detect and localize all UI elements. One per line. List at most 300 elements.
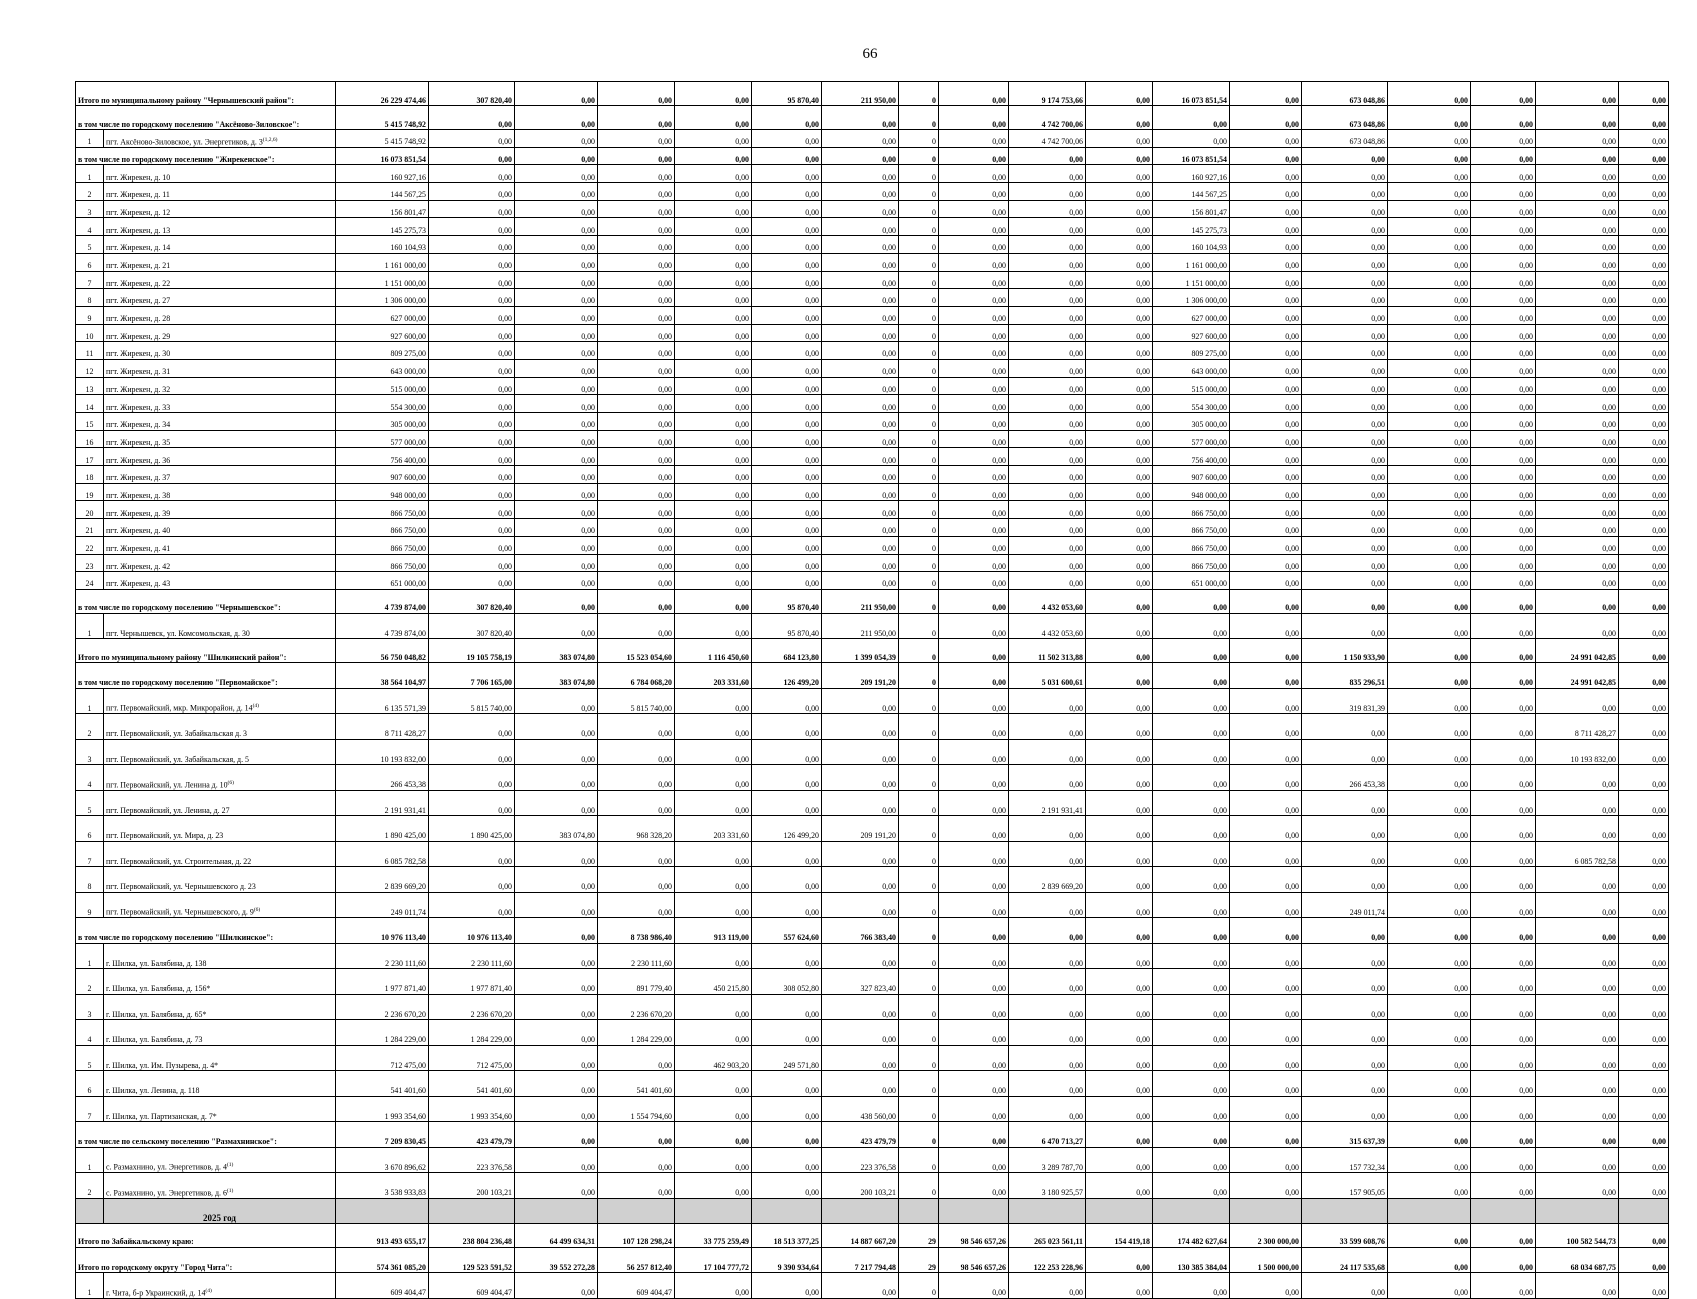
amount-cell: 0,00 — [1471, 395, 1536, 413]
row-number: 1 — [76, 943, 104, 969]
amount-cell: 0,00 — [1302, 466, 1388, 484]
table-row — [76, 448, 1669, 466]
amount-cell: 0,00 — [1388, 816, 1471, 842]
amount-cell: 0,00 — [1388, 714, 1471, 740]
amount-cell: 574 361 085,20 — [336, 1247, 429, 1273]
table-row — [76, 572, 1669, 590]
table-row — [76, 395, 1669, 413]
amount-cell: 0,00 — [429, 271, 515, 289]
amount-cell: 0,00 — [515, 841, 598, 867]
amount-cell: 0,00 — [1302, 714, 1388, 740]
amount-cell: 0,00 — [515, 969, 598, 995]
amount-cell: 0,00 — [1388, 841, 1471, 867]
amount-cell: 0,00 — [429, 519, 515, 537]
amount-cell: 0,00 — [939, 639, 1009, 663]
amount-cell: 3 180 925,57 — [1009, 1173, 1086, 1199]
amount-cell: 0,00 — [1388, 466, 1471, 484]
amount-cell: 1 399 054,39 — [822, 639, 899, 663]
amount-cell: 0 — [899, 613, 939, 639]
amount-cell: 712 475,00 — [336, 1045, 429, 1071]
amount-cell: 0,00 — [1086, 554, 1153, 572]
amount-cell: 673 048,86 — [1302, 130, 1388, 148]
amount-cell: 144 567,25 — [1153, 183, 1230, 201]
address-cell — [104, 253, 336, 271]
amount-cell: 0,00 — [1619, 218, 1669, 236]
row-number: 21 — [76, 519, 104, 537]
amount-cell: 95 870,40 — [752, 589, 822, 613]
amount-cell: 0,00 — [1536, 1071, 1619, 1097]
empty-cell — [515, 1198, 598, 1223]
amount-cell: 0,00 — [822, 519, 899, 537]
amount-cell: 5 031 600,61 — [1009, 663, 1086, 689]
amount-cell: 2 230 111,60 — [598, 943, 675, 969]
amount-cell: 0,00 — [1471, 572, 1536, 590]
table-row — [76, 306, 1669, 324]
amount-cell: 0,00 — [1536, 918, 1619, 944]
amount-cell: 0,00 — [1009, 377, 1086, 395]
amount-cell: 609 404,47 — [598, 1273, 675, 1299]
amount-cell: 0,00 — [598, 867, 675, 893]
amount-cell: 0,00 — [1471, 994, 1536, 1020]
amount-cell: 0,00 — [1471, 589, 1536, 613]
amount-cell: 2 839 669,20 — [1009, 867, 1086, 893]
amount-cell: 0,00 — [1086, 1096, 1153, 1122]
amount-cell: 0,00 — [1619, 765, 1669, 791]
amount-cell: 577 000,00 — [336, 430, 429, 448]
amount-cell: 0 — [899, 816, 939, 842]
address-cell — [104, 892, 336, 918]
address-cell — [104, 867, 336, 893]
amount-cell: 0,00 — [1471, 448, 1536, 466]
empty-cell — [1009, 1198, 1086, 1223]
amount-cell: 0,00 — [1536, 1147, 1619, 1173]
amount-cell: 0,00 — [1086, 739, 1153, 765]
amount-cell: 0,00 — [515, 867, 598, 893]
table-row — [76, 969, 1669, 995]
amount-cell: 0,00 — [1009, 147, 1086, 165]
amount-cell: 0,00 — [939, 816, 1009, 842]
amount-cell: 0,00 — [515, 218, 598, 236]
amount-cell: 249 011,74 — [1302, 892, 1388, 918]
amount-cell: 0,00 — [1388, 1273, 1471, 1299]
amount-cell: 0,00 — [752, 1147, 822, 1173]
amount-cell: 0,00 — [429, 253, 515, 271]
amount-cell: 0,00 — [515, 342, 598, 360]
address-cell — [104, 1071, 336, 1097]
amount-cell: 0,00 — [822, 306, 899, 324]
amount-cell: 0,00 — [1009, 501, 1086, 519]
amount-cell: 0,00 — [1230, 218, 1302, 236]
amount-cell: 0,00 — [1086, 130, 1153, 148]
amount-cell: 0,00 — [1230, 1147, 1302, 1173]
amount-cell: 0,00 — [598, 501, 675, 519]
amount-cell: 0,00 — [1388, 892, 1471, 918]
amount-cell: 0,00 — [1536, 536, 1619, 554]
address-text: пгт. Жирекен, д. 27 — [106, 296, 171, 306]
amount-cell: 0,00 — [939, 82, 1009, 106]
empty-cell — [336, 1198, 429, 1223]
amount-cell: 1 284 229,00 — [598, 1020, 675, 1046]
amount-cell: 0,00 — [1619, 236, 1669, 254]
amount-cell: 0,00 — [1388, 969, 1471, 995]
address-cell — [104, 289, 336, 307]
amount-cell: 0,00 — [515, 536, 598, 554]
amount-cell: 0,00 — [1302, 218, 1388, 236]
amount-cell: 0,00 — [822, 1045, 899, 1071]
amount-cell: 0,00 — [1086, 589, 1153, 613]
amount-cell: 0,00 — [1388, 918, 1471, 944]
amount-cell: 3 538 933,83 — [336, 1173, 429, 1199]
amount-cell: 0,00 — [1388, 306, 1471, 324]
table-row — [76, 943, 1669, 969]
amount-cell: 0,00 — [1302, 413, 1388, 431]
amount-cell: 0,00 — [1009, 253, 1086, 271]
amount-cell: 0,00 — [1471, 306, 1536, 324]
amount-cell: 0,00 — [598, 765, 675, 791]
amount-cell: 0,00 — [939, 165, 1009, 183]
amount-cell: 0,00 — [1619, 342, 1669, 360]
amount-cell: 0,00 — [598, 714, 675, 740]
address-cell — [104, 130, 336, 148]
amount-cell: 0,00 — [515, 554, 598, 572]
amount-cell: 0,00 — [1471, 271, 1536, 289]
amount-cell: 223 376,58 — [822, 1147, 899, 1173]
amount-cell: 5 815 740,00 — [598, 688, 675, 714]
amount-cell: 0,00 — [675, 765, 752, 791]
amount-cell: 0,00 — [939, 106, 1009, 130]
amount-cell: 0,00 — [1302, 790, 1388, 816]
amount-cell: 0,00 — [1471, 359, 1536, 377]
amount-cell: 0,00 — [515, 501, 598, 519]
amount-cell: 0,00 — [1302, 943, 1388, 969]
amount-cell: 0,00 — [1619, 739, 1669, 765]
amount-cell: 0,00 — [1302, 554, 1388, 572]
amount-cell: 0,00 — [1086, 613, 1153, 639]
amount-cell: 68 034 687,75 — [1536, 1247, 1619, 1273]
amount-cell: 0,00 — [1302, 816, 1388, 842]
amount-cell: 0,00 — [1230, 613, 1302, 639]
amount-cell: 2 230 111,60 — [336, 943, 429, 969]
amount-cell: 0,00 — [598, 554, 675, 572]
amount-cell: 0,00 — [429, 395, 515, 413]
row-number: 14 — [76, 395, 104, 413]
amount-cell: 0,00 — [1153, 589, 1230, 613]
address-text: пгт. Жирекен, д. 31 — [106, 367, 171, 377]
amount-cell: 0,00 — [598, 483, 675, 501]
amount-cell: 160 104,93 — [336, 236, 429, 254]
amount-cell: 9 174 753,66 — [1009, 82, 1086, 106]
amount-cell: 0,00 — [939, 200, 1009, 218]
amount-cell: 0 — [899, 765, 939, 791]
amount-cell: 0,00 — [1536, 236, 1619, 254]
address-text: пгт. Жирекен, д. 33 — [106, 402, 171, 412]
amount-cell: 0,00 — [1471, 413, 1536, 431]
amount-cell: 2 191 931,41 — [336, 790, 429, 816]
amount-cell: 0,00 — [752, 395, 822, 413]
amount-cell: 0,00 — [752, 165, 822, 183]
amount-cell: 0,00 — [1536, 892, 1619, 918]
amount-cell: 0,00 — [1153, 1273, 1230, 1299]
amount-cell: 0,00 — [515, 1173, 598, 1199]
amount-cell: 126 499,20 — [752, 663, 822, 689]
address-text: пгт. Первомайский, ул. Чернышевского д. 23 — [106, 882, 256, 892]
amount-cell: 0,00 — [752, 994, 822, 1020]
amount-cell: 0,00 — [1086, 969, 1153, 995]
amount-cell: 0,00 — [1388, 1096, 1471, 1122]
amount-cell: 0,00 — [1086, 639, 1153, 663]
amount-cell: 0,00 — [822, 790, 899, 816]
amount-cell: 107 128 298,24 — [598, 1223, 675, 1247]
amount-cell: 0,00 — [1619, 918, 1669, 944]
amount-cell: 0,00 — [1536, 289, 1619, 307]
amount-cell: 0,00 — [515, 183, 598, 201]
amount-cell: 0,00 — [598, 377, 675, 395]
address-text: пгт. Жирекен, д. 30 — [106, 349, 171, 359]
amount-cell: 0,00 — [1302, 306, 1388, 324]
row-number: 18 — [76, 466, 104, 484]
amount-cell: 0,00 — [822, 714, 899, 740]
amount-cell: 305 000,00 — [1153, 413, 1230, 431]
amount-cell: 0,00 — [515, 82, 598, 106]
amount-cell: 10 976 113,40 — [336, 918, 429, 944]
amount-cell: 927 600,00 — [336, 324, 429, 342]
amount-cell: 0,00 — [675, 501, 752, 519]
amount-cell: 319 831,39 — [1302, 688, 1388, 714]
amount-cell: 0,00 — [752, 218, 822, 236]
amount-cell: 0,00 — [1302, 519, 1388, 537]
amount-cell: 0,00 — [1086, 501, 1153, 519]
table-row — [76, 483, 1669, 501]
amount-cell: 24 991 042,85 — [1536, 639, 1619, 663]
amount-cell: 0 — [899, 714, 939, 740]
amount-cell: 0,00 — [1536, 1122, 1619, 1148]
amount-cell: 0,00 — [1471, 106, 1536, 130]
amount-cell: 0,00 — [1619, 359, 1669, 377]
amount-cell: 0,00 — [822, 324, 899, 342]
amount-cell: 0,00 — [1086, 218, 1153, 236]
amount-cell: 249 011,74 — [336, 892, 429, 918]
amount-cell: 0,00 — [822, 536, 899, 554]
amount-cell: 0,00 — [1302, 589, 1388, 613]
amount-cell: 0,00 — [429, 790, 515, 816]
amount-cell: 4 432 053,60 — [1009, 589, 1086, 613]
address-text: г. Шилка, ул. Партизанская, д. 7* — [106, 1111, 217, 1121]
amount-cell: 0,00 — [1153, 994, 1230, 1020]
subtotal-row — [76, 918, 1669, 944]
amount-cell: 0,00 — [1086, 253, 1153, 271]
amount-cell: 0,00 — [1619, 688, 1669, 714]
amount-cell: 1 306 000,00 — [1153, 289, 1230, 307]
address-cell — [104, 501, 336, 519]
amount-cell: 6 085 782,58 — [1536, 841, 1619, 867]
amount-cell: 0,00 — [822, 106, 899, 130]
amount-cell: 2 230 111,60 — [429, 943, 515, 969]
amount-cell: 0,00 — [1086, 200, 1153, 218]
address-text: пгт. Жирекен, д. 12 — [106, 207, 171, 217]
amount-cell: 0,00 — [1536, 1273, 1619, 1299]
amount-cell: 0,00 — [1230, 483, 1302, 501]
amount-cell: 0,00 — [1388, 613, 1471, 639]
amount-cell: 0,00 — [1086, 183, 1153, 201]
amount-cell: 0,00 — [429, 572, 515, 590]
amount-cell: 0,00 — [1619, 994, 1669, 1020]
group-title: Итого по Забайкальскому краю: — [76, 1223, 336, 1247]
amount-cell: 0,00 — [675, 413, 752, 431]
footnote-marker: (6) — [253, 907, 261, 914]
amount-cell: 0,00 — [515, 790, 598, 816]
row-number: 1 — [76, 130, 104, 148]
amount-cell: 0,00 — [939, 218, 1009, 236]
amount-cell: 0,00 — [752, 106, 822, 130]
amount-cell: 0 — [899, 395, 939, 413]
amount-cell: 0,00 — [1302, 1071, 1388, 1097]
amount-cell: 712 475,00 — [429, 1045, 515, 1071]
amount-cell: 0 — [899, 324, 939, 342]
row-number: 8 — [76, 867, 104, 893]
amount-cell: 0,00 — [1302, 918, 1388, 944]
row-number: 1 — [76, 613, 104, 639]
address-cell — [104, 165, 336, 183]
amount-cell: 0,00 — [515, 892, 598, 918]
amount-cell: 0,00 — [1619, 1020, 1669, 1046]
amount-cell: 0,00 — [1302, 536, 1388, 554]
amount-cell: 0,00 — [939, 918, 1009, 944]
row-number: 5 — [76, 790, 104, 816]
amount-cell: 0,00 — [1009, 271, 1086, 289]
amount-cell: 0,00 — [1086, 483, 1153, 501]
row-number: 4 — [76, 218, 104, 236]
amount-cell: 0,00 — [1009, 739, 1086, 765]
amount-cell: 0,00 — [939, 501, 1009, 519]
group-title: в том числе по городскому поселению "Шилкинское": — [76, 918, 336, 944]
amount-cell: 0,00 — [1536, 82, 1619, 106]
amount-cell: 0,00 — [1388, 377, 1471, 395]
amount-cell: 160 104,93 — [1153, 236, 1230, 254]
amount-cell: 0,00 — [1230, 306, 1302, 324]
amount-cell: 0,00 — [1086, 413, 1153, 431]
row-number: 9 — [76, 892, 104, 918]
amount-cell: 0,00 — [598, 359, 675, 377]
amount-cell: 0,00 — [822, 395, 899, 413]
amount-cell: 0,00 — [1302, 448, 1388, 466]
amount-cell: 0,00 — [1471, 943, 1536, 969]
amount-cell: 0,00 — [1153, 1045, 1230, 1071]
row-number: 1 — [76, 1273, 104, 1299]
amount-cell: 643 000,00 — [1153, 359, 1230, 377]
amount-cell: 315 637,39 — [1302, 1122, 1388, 1148]
amount-cell: 0,00 — [675, 994, 752, 1020]
address-text: пгт. Жирекен, д. 29 — [106, 331, 171, 341]
amount-cell: 0,00 — [1230, 536, 1302, 554]
amount-cell: 0,00 — [1009, 816, 1086, 842]
amount-cell: 6 470 713,27 — [1009, 1122, 1086, 1148]
address-cell — [104, 1045, 336, 1071]
amount-cell: 1 993 354,60 — [429, 1096, 515, 1122]
amount-cell: 0,00 — [1009, 200, 1086, 218]
amount-cell: 5 815 740,00 — [429, 688, 515, 714]
amount-cell: 4 739 874,00 — [336, 613, 429, 639]
amount-cell: 16 073 851,54 — [336, 147, 429, 165]
amount-cell: 0,00 — [1388, 554, 1471, 572]
address-cell — [104, 430, 336, 448]
address-text: г. Шилка, ул. Балябина, д. 156* — [106, 984, 211, 994]
amount-cell: 0,00 — [1153, 130, 1230, 148]
row-number: 6 — [76, 253, 104, 271]
amount-cell: 6 135 571,39 — [336, 688, 429, 714]
amount-cell: 0,00 — [1230, 106, 1302, 130]
amount-cell: 174 482 627,64 — [1153, 1223, 1230, 1247]
amount-cell: 1 890 425,00 — [336, 816, 429, 842]
amount-cell: 0 — [899, 519, 939, 537]
amount-cell: 383 074,80 — [515, 663, 598, 689]
amount-cell: 0,00 — [1619, 714, 1669, 740]
group-title: в том числе по сельскому поселению "Размахнинское": — [76, 1122, 336, 1148]
amount-cell: 0,00 — [675, 183, 752, 201]
amount-cell: 0,00 — [1302, 501, 1388, 519]
amount-cell: 0,00 — [1536, 165, 1619, 183]
row-number: 20 — [76, 501, 104, 519]
amount-cell: 0,00 — [675, 841, 752, 867]
amount-cell: 0,00 — [1009, 483, 1086, 501]
amount-cell: 0,00 — [1388, 359, 1471, 377]
amount-cell: 0,00 — [429, 377, 515, 395]
amount-cell: 0,00 — [1388, 519, 1471, 537]
address-cell — [104, 342, 336, 360]
amount-cell: 0,00 — [1619, 867, 1669, 893]
amount-cell: 265 023 561,11 — [1009, 1223, 1086, 1247]
amount-cell: 157 905,05 — [1302, 1173, 1388, 1199]
amount-cell: 0,00 — [1388, 236, 1471, 254]
amount-cell: 0,00 — [675, 466, 752, 484]
row-number: 23 — [76, 554, 104, 572]
amount-cell: 0,00 — [939, 892, 1009, 918]
amount-cell: 0,00 — [1086, 342, 1153, 360]
empty-cell — [1388, 1198, 1471, 1223]
amount-cell: 0,00 — [1086, 572, 1153, 590]
amount-cell: 0,00 — [1619, 1071, 1669, 1097]
amount-cell: 0,00 — [675, 1096, 752, 1122]
amount-cell: 0,00 — [1086, 1247, 1153, 1273]
amount-cell: 0,00 — [515, 359, 598, 377]
amount-cell: 0,00 — [939, 572, 1009, 590]
amount-cell: 0,00 — [1536, 342, 1619, 360]
amount-cell: 0,00 — [598, 1045, 675, 1071]
amount-cell: 0,00 — [1230, 253, 1302, 271]
amount-cell: 0,00 — [1009, 165, 1086, 183]
amount-cell: 0,00 — [429, 536, 515, 554]
amount-cell: 0,00 — [1536, 448, 1619, 466]
row-number: 8 — [76, 289, 104, 307]
amount-cell: 0,00 — [1302, 253, 1388, 271]
amount-cell: 0,00 — [1086, 994, 1153, 1020]
amount-cell: 0,00 — [1619, 395, 1669, 413]
address-cell — [104, 377, 336, 395]
amount-cell: 160 927,16 — [336, 165, 429, 183]
amount-cell: 0,00 — [1536, 106, 1619, 130]
amount-cell: 0,00 — [822, 1273, 899, 1299]
amount-cell: 0,00 — [598, 236, 675, 254]
amount-cell: 0,00 — [1153, 639, 1230, 663]
amount-cell: 0,00 — [822, 377, 899, 395]
row-number: 3 — [76, 739, 104, 765]
amount-cell: 0,00 — [1388, 165, 1471, 183]
amount-cell: 0,00 — [939, 765, 1009, 791]
amount-cell: 0,00 — [598, 589, 675, 613]
amount-cell: 1 890 425,00 — [429, 816, 515, 842]
amount-cell: 0 — [899, 253, 939, 271]
amount-cell: 0,00 — [1230, 413, 1302, 431]
amount-cell: 651 000,00 — [336, 572, 429, 590]
